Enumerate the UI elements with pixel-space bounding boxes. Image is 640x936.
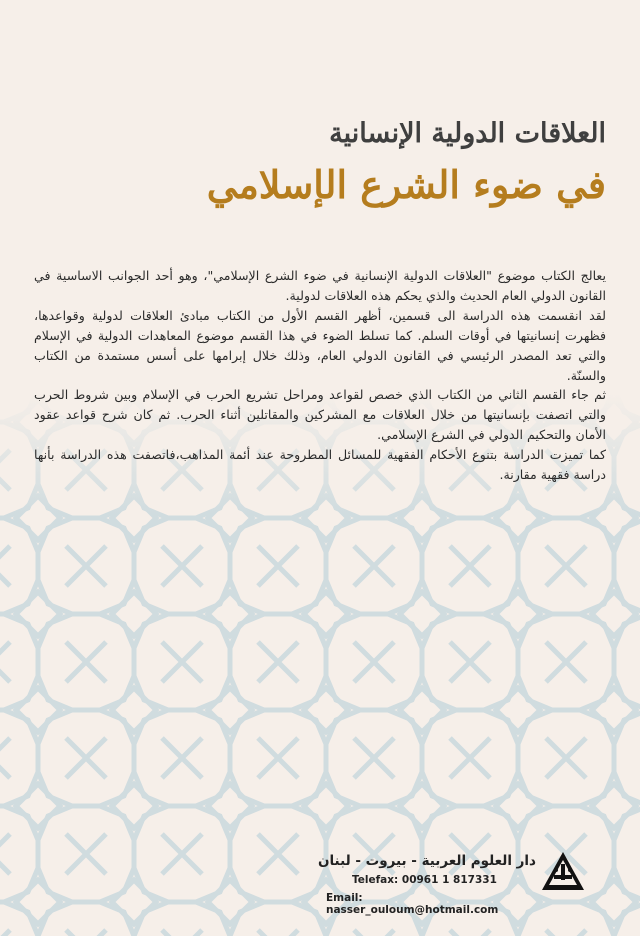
description-text	[34, 266, 606, 485]
publisher-logo-icon	[540, 850, 586, 892]
publisher-phone: Telefax: 00961 1 817331	[352, 874, 497, 886]
publisher-email: Email: nasser_ouloum@hotmail.com	[326, 892, 499, 916]
paragraph-1: يعالج الكتاب موضوع "العلاقات الدولية الإنسانية في ضوء الشرع الإسلامي"، وهو أحد الجوانب الاساسية في القانون الدولي العام الحديث والذي يحكم هذه العلاقات لدولية.	[34, 268, 606, 303]
paragraph-3: ثم جاء القسم الثاني من الكتاب الذي خصص لقواعد ومراحل تشريع الحرب في الإسلام وبين شروط الحرب والتي اتصفت بإنسانيتها من خلال العلاقات مع المشركين والمقاتلين أثناء الحرب. ثم كان شرح قواعد عقود الأمان والتحكيم الدولي في الشرع الإسلامي.	[34, 387, 606, 443]
title-line-2: في ضوء الشرع الإسلامي	[206, 162, 606, 207]
title-line-1: العلاقات الدولية الإنسانية	[329, 118, 606, 149]
publisher-name: دار العلوم العربية - بيروت - لبنان	[317, 853, 536, 869]
paragraph-2: لقد انقسمت هذه الدراسة الى قسمين، أظهر القسم الأول من الكتاب مبادئ العلاقات لدولية وقواعدها، فظهرت إنسانيتها في أوقات السلم. كما تسلط الضوء في هذا القسم موضوع المعاهدات الدولية في الإسلام والتي تعد المصدر الرئيسي في القانون الدولي العام، وذلك خلال إبرامها على أسس مستمدة من الكتاب والسنّة.	[34, 307, 606, 383]
paragraph-4: كما تميزت الدراسة بتنوع الأحكام الفقهية للمسائل المطروحة عند أئمة المذاهب،فاتصفت هذه الدراسة بأنها دراسة فقهية مقارنة.	[34, 447, 606, 483]
